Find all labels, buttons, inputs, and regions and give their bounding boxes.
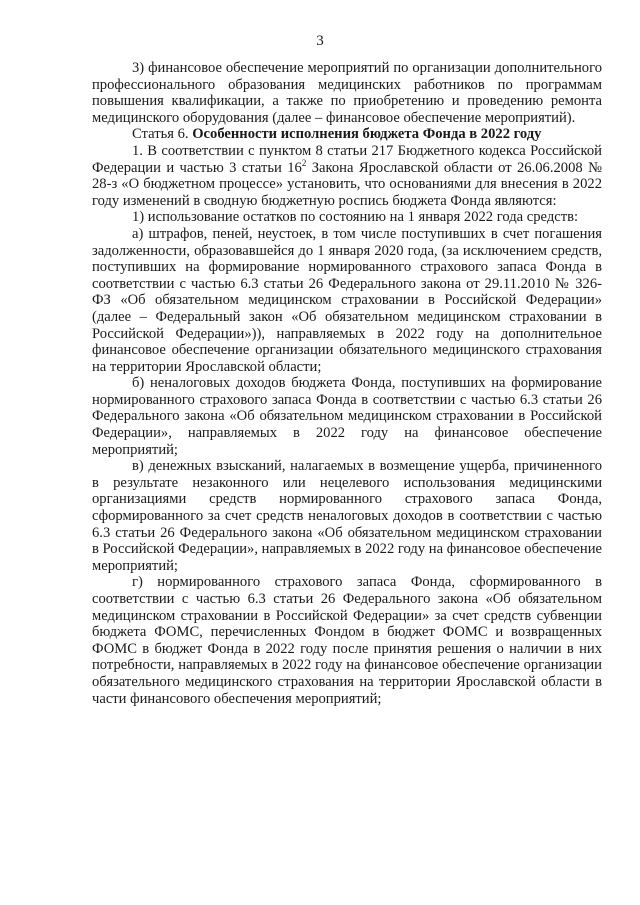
subclause-a: а) штрафов, пеней, неустоек, в том числе поступивших в счет погашения задолженности, образовавшейся до 1 января 2020 года, (за исключением средств, поступивших на формирование нормированного страхового запаса Фонда в соответствии с частью 6.3 статьи 26 Федерального закона от 29.11.2010 № 326-ФЗ «Об обязательном медицинском страховании в Российской Федерации» (далее – Федеральный закон «Об обязательном медицинском страховании в Российской Федерации»)), направляемых в 2022 году на дополнительное финансовое обеспечение организации обязательного медицинского страхования на территории Ярославской области; [92,225,602,375]
subclause-1: 1) использование остатков по состоянию на 1 января 2022 года средств: [132,209,579,226]
article-heading [92,126,602,143]
paragraph-item-3-financing: 3) финансовое обеспечение мероприятий по организации дополнительного профессионального образования медицинских работников по программам повышения квалификации, а также по приобретению и проведению ремонта медицинского оборудования (далее – финансовое обеспечение мероприятий). [92,60,602,126]
article-label: Статья 6. [132,126,193,143]
subclause-b: б) неналоговых доходов бюджета Фонда, поступивших на формирование нормированного страхового запаса Фонда в соответствии с частью 6.3 статьи 26 Федерального закона «Об обязательном медицинском страховании в Российской Федерации», направляемых в 2022 году на финансовое обеспечение мероприятий; [92,375,602,458]
article-title: Особенности исполнения бюджета Фонда в 2022 году [192,126,542,143]
clause-1-superscript: 2 [301,157,307,168]
page-number: 3 [316,33,324,49]
clause-1-text-end: Закона Ярославской области от 26.06.2008 № 28-з «О бюджетном процессе» установить, что основаниями для внесения в 2022 году изменений в сводную бюджетную роспись бюджета Фонда являются: [92,159,603,209]
clause-1-text-start: 1. В соответствии с пунктом 8 статьи 217 Бюджетного кодекса Российской Федерации и частью 3 статьи 16 [92,142,602,176]
document-body [92,60,602,707]
subclause-g: г) нормированного страхового запаса Фонда, сформированного в соответствии с частью 6.3 статьи 26 Федерального закона «Об обязательном медицинском страховании в Российской Федерации» за счет средств субвенции бюджета ФОМС, перечисленных Фондом в бюджет ФОМС и возвращенных ФОМС в бюджет Фонда в 2022 году после принятия решения о наличии в них потребности, направляемых в 2022 году на финансовое обеспечение организации обязательного медицинского страхования на территории Ярославской области в части финансового обеспечения мероприятий; [92,574,602,707]
clause-1 [92,143,602,209]
subclause-v: в) денежных взысканий, налагаемых в возмещение ущерба, причиненного в результате незаконного или нецелевого использования медицинскими организациями средств нормированного страхового запаса Фонда, сформированного за счет средств неналоговых доходов в соответствии с частью 6.3 статьи 26 Федерального закона «Об обязательном медицинском страховании в Российской Федерации», направляемых в 2022 году на финансовое обеспечение мероприятий; [92,458,602,574]
